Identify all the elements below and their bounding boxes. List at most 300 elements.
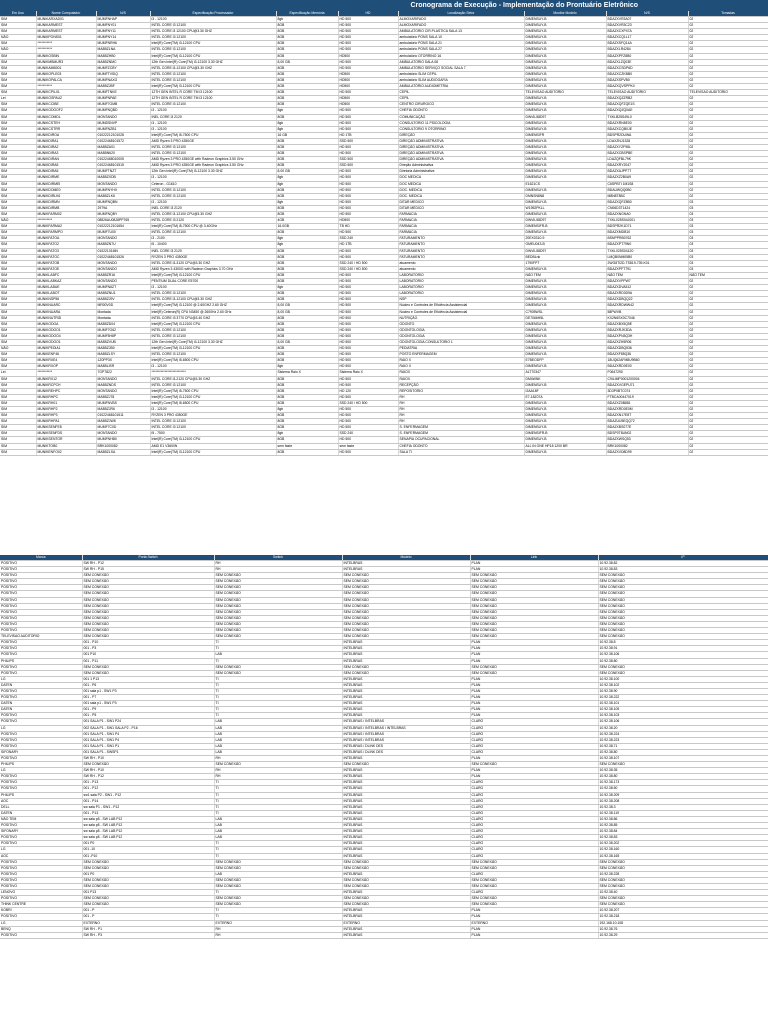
table-cell: MUMFNY14 <box>96 35 150 41</box>
table-cell: DOC MEDICA <box>398 181 524 187</box>
table-cell: SEM CONEXÃO <box>470 896 598 902</box>
table-cell: HD 500 <box>338 279 398 285</box>
table-cell: BDAZXRD0E00 <box>606 364 688 370</box>
table-cell: 8GB <box>276 346 338 352</box>
table-cell: BDAZXCBSPBE <box>606 151 688 157</box>
table-cell: SEM CONEXÃO <box>342 634 470 640</box>
table-cell: 001 SALA P1 - SW1 P24 <box>82 719 214 725</box>
table-cell: HD500 <box>338 53 398 59</box>
table-cell: 10.92.38.20 <box>598 725 768 731</box>
table-cell: BDAZXRDWW42 <box>606 303 688 309</box>
table-cell: 8GB <box>276 35 338 41</box>
table-cell: 8gb <box>276 126 338 132</box>
table-cell: LAB <box>214 816 342 822</box>
table-cell: TI <box>214 688 342 694</box>
table-cell: MONTANDO <box>96 279 150 285</box>
table-cell: SEM CONEXÃO <box>342 762 470 768</box>
table-cell: SEM CONEXÃO <box>214 902 342 908</box>
table-cell: MUNIKRHPC <box>36 394 96 400</box>
table-cell: 1Z0PP3X <box>96 358 150 364</box>
table-cell: 8gb <box>276 181 338 187</box>
table-cell: atuamento <box>398 266 524 272</box>
table-cell: i3 - 12100 <box>150 17 276 23</box>
table-cell: SIM <box>0 425 36 431</box>
table-cell: i3 - 12100 <box>150 407 276 413</box>
table-cell: MUNIKSENTOR <box>36 437 96 443</box>
table-cell: SSD 240 / HD 500 <box>338 266 398 272</box>
table-cell: INTEL CORE I3 12100 <box>150 327 276 333</box>
table-cell: SIM <box>0 41 36 47</box>
table-cell: LAB <box>214 731 342 737</box>
table-cell: LAB <box>214 871 342 877</box>
table-cell: DIMENSUY-B <box>524 47 606 53</box>
table-cell: SEM CONEXÃO <box>598 615 768 621</box>
table-cell: EXTERNO <box>82 920 214 926</box>
table-cell: ODONTOLOGIA <box>398 327 524 333</box>
table-cell: BDAZXVD8D99 <box>606 449 688 455</box>
table-cell: MUNIKCSTRR <box>36 126 96 132</box>
table-cell: i3 - 12100 <box>150 108 276 114</box>
table-cell: SIM <box>0 254 36 260</box>
table-cell: MUMDSNVP <box>96 120 150 126</box>
table-cell: MUNIKFARMPO <box>36 230 96 236</box>
table-cell: INTELBRAS <box>342 774 470 780</box>
table-cell: ALMOXARIFADO <box>398 17 524 23</box>
table-cell: MUNIKRCPCH <box>36 382 96 388</box>
table-cell: INTELBRAS / DLINK DES <box>342 743 470 749</box>
table-cell: 8GB <box>276 151 338 157</box>
table-cell: MUNIKFARMA2 <box>36 224 96 230</box>
column-header: Nome Computador <box>36 11 96 17</box>
table-cell: 02 <box>688 413 768 419</box>
table-cell: INTEL CORE I3 3770 CPU@3.40 GHZ <box>150 315 276 321</box>
table-cell: SIM <box>0 364 36 370</box>
table-cell: MAB5ZA01 <box>96 144 150 150</box>
table-cell: SIM <box>0 321 36 327</box>
table-cell: HD 500 <box>338 254 398 260</box>
table-cell: SEM CONEXÃO <box>470 902 598 908</box>
table-cell: MUNIKFATOE <box>36 266 96 272</box>
table-cell: 58PWVB <box>606 309 688 315</box>
table-cell: MUNIKARXAD01 <box>36 17 96 23</box>
table-cell: INTELBRAS <box>342 786 470 792</box>
table-cell: SIM <box>0 407 36 413</box>
table-cell: INTELBRAS <box>342 756 470 762</box>
table-cell: TI <box>214 804 342 810</box>
table-cell: LDAZQFBL79K <box>606 157 688 163</box>
table-cell: MUMFN6ZT <box>96 285 150 291</box>
table-cell: ambulatório SLIM AUDIOGAFIA <box>398 77 524 83</box>
table-cell: RH <box>398 400 524 406</box>
table-cell: 4GB <box>276 218 338 224</box>
table-cell: HD 500 <box>338 193 398 199</box>
table-cell: C9ILIMP0001200004 <box>606 376 688 382</box>
table-cell: MUMFNY11 <box>96 29 150 35</box>
table-cell: 02 <box>688 388 768 394</box>
table-cell: DIMENSUY-B <box>524 285 606 291</box>
table-cell: SEM CONEXÃO <box>82 597 214 603</box>
table-cell: SEM CONEXÃO <box>82 865 214 871</box>
table-cell: SEM CONEXÃO <box>470 664 598 670</box>
column-header: N/S <box>606 11 688 17</box>
table-cell: 8GB <box>276 437 338 443</box>
table-cell: MUNIKRX12 <box>36 376 96 382</box>
table-cell: BDAZXVR3C23 <box>606 23 688 29</box>
table-cell: MUMF7G62 <box>96 327 150 333</box>
table-cell: KX2N6SX0C7046 <box>606 315 688 321</box>
table-cell: SSD 240 / HD 500 <box>338 260 398 266</box>
table-cell: RH <box>214 774 342 780</box>
table-cell: SEM CONEXÃO <box>470 579 598 585</box>
table-cell: 10.92.38.35 <box>598 768 768 774</box>
table-cell: MONTANDO <box>96 260 150 266</box>
table-cell: NÃO TEM <box>0 816 82 822</box>
table-cell: HD 500 <box>338 272 398 278</box>
table-cell: SEM CONEXÃO <box>598 664 768 670</box>
table-cell: CONSULTORIO 11 PSICOLOGIA <box>398 120 524 126</box>
table-cell: 001 - P5 <box>82 713 214 719</box>
table-cell: sem faste <box>276 443 338 449</box>
table-cell: 02 <box>688 84 768 90</box>
table-cell: LABORATORIO <box>398 272 524 278</box>
table-cell: i3 - 12100 <box>150 199 276 205</box>
table-cell: HD500 <box>338 96 398 102</box>
table-cell: SEM CONEXÃO <box>214 634 342 640</box>
table-cell: 12TH GEN INTEL R CORE TM i3 12100 <box>150 90 276 96</box>
table-cell: 20EX0310-9 <box>524 236 606 242</box>
table-cell: 3D3P0BTC074 <box>606 388 688 394</box>
table-cell: TXKL025S04120 <box>606 248 688 254</box>
table-cell: CLARO <box>470 823 598 829</box>
table-cell: 10.92.38.85 <box>598 823 768 829</box>
table-cell: 10.92.38.3 <box>598 804 768 810</box>
table-cell: BDAZXQFZ8B0 <box>606 199 688 205</box>
table-cell: 001 - P12 <box>82 786 214 792</box>
table-cell: 8GB <box>276 144 338 150</box>
table-cell: DIREÇÃO <box>398 132 524 138</box>
table-cell: BSNPPRB0762 <box>606 236 688 242</box>
table-cell: DIMENSUY-B <box>524 108 606 114</box>
table-cell: HD 1TB <box>338 132 398 138</box>
table-cell: 001 SALA P1 - SW1 P4 <box>82 737 214 743</box>
table-cell: Intel(R) Core(TM) i3-12100 CPU <box>150 321 276 327</box>
table-cell: BDAZXBX5Q5E <box>606 321 688 327</box>
table-cell: 001 sala p1 - SW1 P3 <box>82 688 214 694</box>
table-cell: PLAN <box>470 688 598 694</box>
table-cell: MONTANDO <box>96 266 150 272</box>
table-cell: 12th Gen Intel(R) Core(TM) i3-12100 3.30 GHZ <box>150 169 276 175</box>
table-cell: 02 <box>688 291 768 297</box>
table-cell: MUNIKNUARA <box>36 309 96 315</box>
table-cell: SIM <box>0 400 36 406</box>
table-cell: INTELBRAS <box>342 914 470 920</box>
table-cell: HD 500 <box>338 181 398 187</box>
table-cell: F0647290 <box>606 370 688 376</box>
table-cell: BDAZXCQ1L17 <box>606 35 688 41</box>
table-cell: DIREÇÃO ADMINISTRATIVA <box>398 144 524 150</box>
table-cell: SIM <box>0 102 36 108</box>
table-cell: SIM <box>0 114 36 120</box>
table-cell: 8GB <box>276 23 338 29</box>
table-cell: LAB <box>214 835 342 841</box>
table-cell: SEM CONEXÃO <box>342 603 470 609</box>
table-cell: MONTANDO <box>96 431 150 437</box>
table-cell: FTBCA00447019 <box>606 394 688 400</box>
table-cell: ODONTOLOGIA CONSULTORIO 1 <box>398 339 524 345</box>
table-cell: 2WG8TI2D-TS819-739-K01 <box>606 260 688 266</box>
table-cell: 02 <box>688 29 768 35</box>
table-cell: MUNIKPONS01 <box>36 35 96 41</box>
table-cell: BDAZXDVA512 <box>606 285 688 291</box>
table-cell: RAIO X <box>398 358 524 364</box>
table-cell: SEM CONEXÃO <box>214 591 342 597</box>
table-cell: SEM CONEXÃO <box>598 762 768 768</box>
column-header: HD <box>338 11 398 17</box>
table-cell: 8gb <box>276 364 338 370</box>
table-cell: HD 500 <box>338 41 398 47</box>
table-cell: 001 P0 <box>82 871 214 877</box>
table-cell: BDAZXZ2B0A9 <box>606 175 688 181</box>
table-cell: SEM CONEXÃO <box>470 883 598 889</box>
table-cell: 12TH GEN INTEL R CORE TM i3 12100 <box>150 96 276 102</box>
table-cell: POSITIVO <box>0 573 82 579</box>
table-cell: DIMENSUY-B <box>524 339 606 345</box>
table-cell: C6SPBTI 1M1S8 <box>606 181 688 187</box>
table-cell: BDAZXLR4284 <box>606 47 688 53</box>
table-cell: 10.92.38.90 <box>598 688 768 694</box>
table-cell: INTEL CORE i3 12100 CPU@3.30 GHZ <box>150 29 276 35</box>
table-cell: BDAZXSPVB0 <box>606 77 688 83</box>
table-cell: 10.92.38.101 <box>598 701 768 707</box>
table-cell: SIM <box>0 126 36 132</box>
table-cell: CLARO <box>470 798 598 804</box>
table-cell: W1952PKLL <box>524 205 606 211</box>
table-cell: NÃO <box>0 47 36 53</box>
table-cell: HD 500 <box>338 230 398 236</box>
table-cell: HD 500 <box>338 151 398 157</box>
table-cell: 8GB <box>276 352 338 358</box>
table-cell: BDAZXWSQ53 <box>606 437 688 443</box>
table-cell: MONTANDO <box>96 114 150 120</box>
table-cell: CLARO <box>470 737 598 743</box>
table-cell: DIREÇÃO ADMINISTRATIVA <box>398 138 524 144</box>
table-cell: PLAN <box>470 682 598 688</box>
table-cell: 8GB <box>276 449 338 455</box>
table-cell: PLAN <box>470 707 598 713</box>
table-cell: LG <box>0 725 82 731</box>
table-cell: LAB <box>214 749 342 755</box>
table-cell: FARMÁCIA <box>398 230 524 236</box>
table-cell: DIMENSUY-B <box>524 321 606 327</box>
table-cell: Núcleo e Controles de Eficiência Assistencial <box>398 303 524 309</box>
table-cell: DWVIL58D97 <box>524 218 606 224</box>
table-cell: RH <box>398 419 524 425</box>
table-cell: POSITIVO <box>0 670 82 676</box>
table-cell: HD 500 <box>338 315 398 321</box>
table-cell: 8GB <box>276 315 338 321</box>
table-cell: SIM <box>0 327 36 333</box>
table-cell: Intel(R) Core(TM) i3-12100 CPU <box>150 84 276 90</box>
table-cell: SEM CONEXÃO <box>342 896 470 902</box>
table-cell: SIM <box>0 181 36 187</box>
table-cell: 02 <box>688 419 768 425</box>
table-cell: SIM <box>0 285 36 291</box>
table-cell: DATEN <box>0 682 82 688</box>
table-cell: SIM <box>0 242 36 248</box>
table-cell: i3 - 12100 <box>150 120 276 126</box>
table-cell: SEM CONEXÃO <box>214 609 342 615</box>
table-cell: 02 <box>688 431 768 437</box>
table-cell: DIMENSUY-B <box>524 230 606 236</box>
table-row <box>0 449 768 455</box>
table-cell: MAB5ZLK6 <box>96 193 150 199</box>
table-cell: INTEL CORE I3 12100 <box>150 47 276 53</box>
table-cell: MUNIKNSP56 <box>36 297 96 303</box>
table-cell: 8GB <box>276 266 338 272</box>
table-cell: 10.92.38.209 <box>598 792 768 798</box>
table-cell: LABORATORIO <box>398 285 524 291</box>
table-cell: 02 <box>688 315 768 321</box>
table-cell: SEM CONEXÃO <box>470 670 598 676</box>
table-cell: 02 <box>688 352 768 358</box>
table-cell: 001 SALA P1 - SW1 P4 <box>82 731 214 737</box>
table-cell: CLARO <box>470 780 598 786</box>
table-cell: BDAZXPT79N0 <box>606 242 688 248</box>
table-cell: SEM CONEXÃO <box>598 859 768 865</box>
table-cell: SEM CONEXÃO <box>82 859 214 865</box>
table-cell: SEM CONEXÃO <box>470 615 598 621</box>
table-cell: BDAZUU5EQQ72 <box>606 419 688 425</box>
table-cell: sem faste <box>338 443 398 449</box>
table-cell: SSD 240 <box>338 431 398 437</box>
table-cell: MUNIKMBMUR3 <box>36 59 96 65</box>
table-cell: MUNIKDIRMEI <box>36 181 96 187</box>
table-cell: MAB5ZJ9V <box>96 297 150 303</box>
table-cell: SIM <box>0 138 36 144</box>
table-cell: DIMENSUY-B <box>524 303 606 309</box>
table-cell: 8GB <box>276 382 338 388</box>
table-cell: POSITIVO <box>0 737 82 743</box>
table-cell: INTEL CORE I3 12100 <box>150 291 276 297</box>
table-cell: DIMENSUY-B <box>524 138 606 144</box>
table-cell: HD 500 <box>338 47 398 53</box>
table-cell: MONTANDO <box>96 236 150 242</box>
table-cell: POSITIVO <box>0 652 82 658</box>
table-cell: 10.92.38.86 <box>598 816 768 822</box>
table-cell: SIM <box>0 394 36 400</box>
table-cell: DIMENSIFR-B <box>524 224 606 230</box>
table-cell: TELEVISAO AUDITORIO <box>524 90 606 96</box>
table-cell: BDAZXVR3A07 <box>606 17 688 23</box>
table-cell: INTEL CORE I3 12100 <box>150 352 276 358</box>
table-cell: BRK1000082 <box>96 443 150 449</box>
table-cell: FARMACIA <box>398 212 524 218</box>
table-cell: 8gb <box>276 236 338 242</box>
table-cell: CEPIL <box>398 96 524 102</box>
table-cell: HD 500 <box>338 120 398 126</box>
table-cell: MUNIKRHPA1 <box>36 419 96 425</box>
table-cell: SIM <box>0 230 36 236</box>
table-cell: i3 - 12100 <box>150 126 276 132</box>
table-cell: POSITIVO <box>0 719 82 725</box>
table-cell: MAB5ZN7U <box>96 242 150 248</box>
table-cell: SIM <box>0 17 36 23</box>
table-cell: RAIO X <box>398 364 524 370</box>
table-cell: SIM <box>0 309 36 315</box>
table-cell: Núcleo e Controles de Eficiência Assistencial <box>398 309 524 315</box>
table-cell: 03 <box>688 248 768 254</box>
table-cell: DATEN <box>0 810 82 816</box>
table-cell: SIM <box>0 260 36 266</box>
table-cell: SIM <box>0 291 36 297</box>
table-cell: HD 500 <box>338 144 398 150</box>
table-cell: 12th Gen Intel(R) Core(TM) i3-12100 3.30 GHZ <box>150 339 276 345</box>
table-cell: MUMFNY01 <box>96 23 150 29</box>
table-cell: POSITIVO <box>0 743 82 749</box>
table-cell: 01022468010005 <box>96 157 150 163</box>
table-cell: PLAN <box>470 713 598 719</box>
table-cell: 01022101MN <box>96 248 150 254</box>
table-cell: DIMENSUY-B <box>524 163 606 169</box>
table-cell: MUNIKTOB0 <box>36 443 96 449</box>
table-cell: 8gb <box>276 199 338 205</box>
table-cell: 02 <box>688 53 768 59</box>
table-cell: INTELBRAS <box>342 871 470 877</box>
table-cell: CHEFIA ODONTO <box>398 443 524 449</box>
table-cell: Montada <box>96 315 150 321</box>
table-cell: INTELBRAS <box>342 640 470 646</box>
table-cell: SEM CONEXÃO <box>82 585 214 591</box>
table-cell: RH <box>398 413 524 419</box>
table-cell: HD 500 <box>338 114 398 120</box>
table-cell: SIM <box>0 187 36 193</box>
table-cell: MAB5ZNDS <box>96 382 150 388</box>
table-cell: 02 <box>688 327 768 333</box>
table-cell: DIMENSUY-B <box>524 41 606 47</box>
table-cell: HD 500 <box>338 205 398 211</box>
table-cell: MUNIKRHP2 <box>36 407 96 413</box>
table-cell: BDAZXQVSPPK4 <box>606 84 688 90</box>
table-cell: 02 <box>688 333 768 339</box>
table-cell: 8GB <box>276 84 338 90</box>
table-cell: MAB5ZJ78 <box>96 394 150 400</box>
table-cell: SEM CONEXÃO <box>470 585 598 591</box>
table-cell: i3 - 12100 <box>150 175 276 181</box>
table-cell: SEM CONEXÃO <box>82 573 214 579</box>
table-cell: RH <box>214 926 342 932</box>
table-cell: SEM CONEXÃO <box>82 615 214 621</box>
table-cell: RYZEN 3 PRO 4350GE <box>150 413 276 419</box>
table-cell: S. ENFERMAGEM <box>398 431 524 437</box>
table-cell: 001 -P10 <box>82 853 214 859</box>
table-cell: LABORATORIO <box>398 291 524 297</box>
table-cell: MUNIKFARM02 <box>36 212 96 218</box>
table-cell: 03 <box>688 218 768 224</box>
table-cell: HD 500 <box>338 413 398 419</box>
table-cell: 10.92.38.103 <box>598 713 768 719</box>
table-cell: SEM CONEXÃO <box>598 877 768 883</box>
table-cell: HD 500 <box>338 248 398 254</box>
table-cell: DIMENSUY-B <box>524 364 606 370</box>
table-cell: DIMENSIFR-B <box>524 431 606 437</box>
table-cell: INTEL CORE I3 12100 <box>150 102 276 108</box>
table-cell: SIM <box>0 59 36 65</box>
table-cell: PLAN <box>470 914 598 920</box>
table-cell: 10.92.38.102 <box>598 682 768 688</box>
table-cell: INTEL CORE I3 12100 <box>150 230 276 236</box>
table-cell: FARMACIA <box>398 218 524 224</box>
table-cell: 192.168.10.108 <box>598 920 768 926</box>
